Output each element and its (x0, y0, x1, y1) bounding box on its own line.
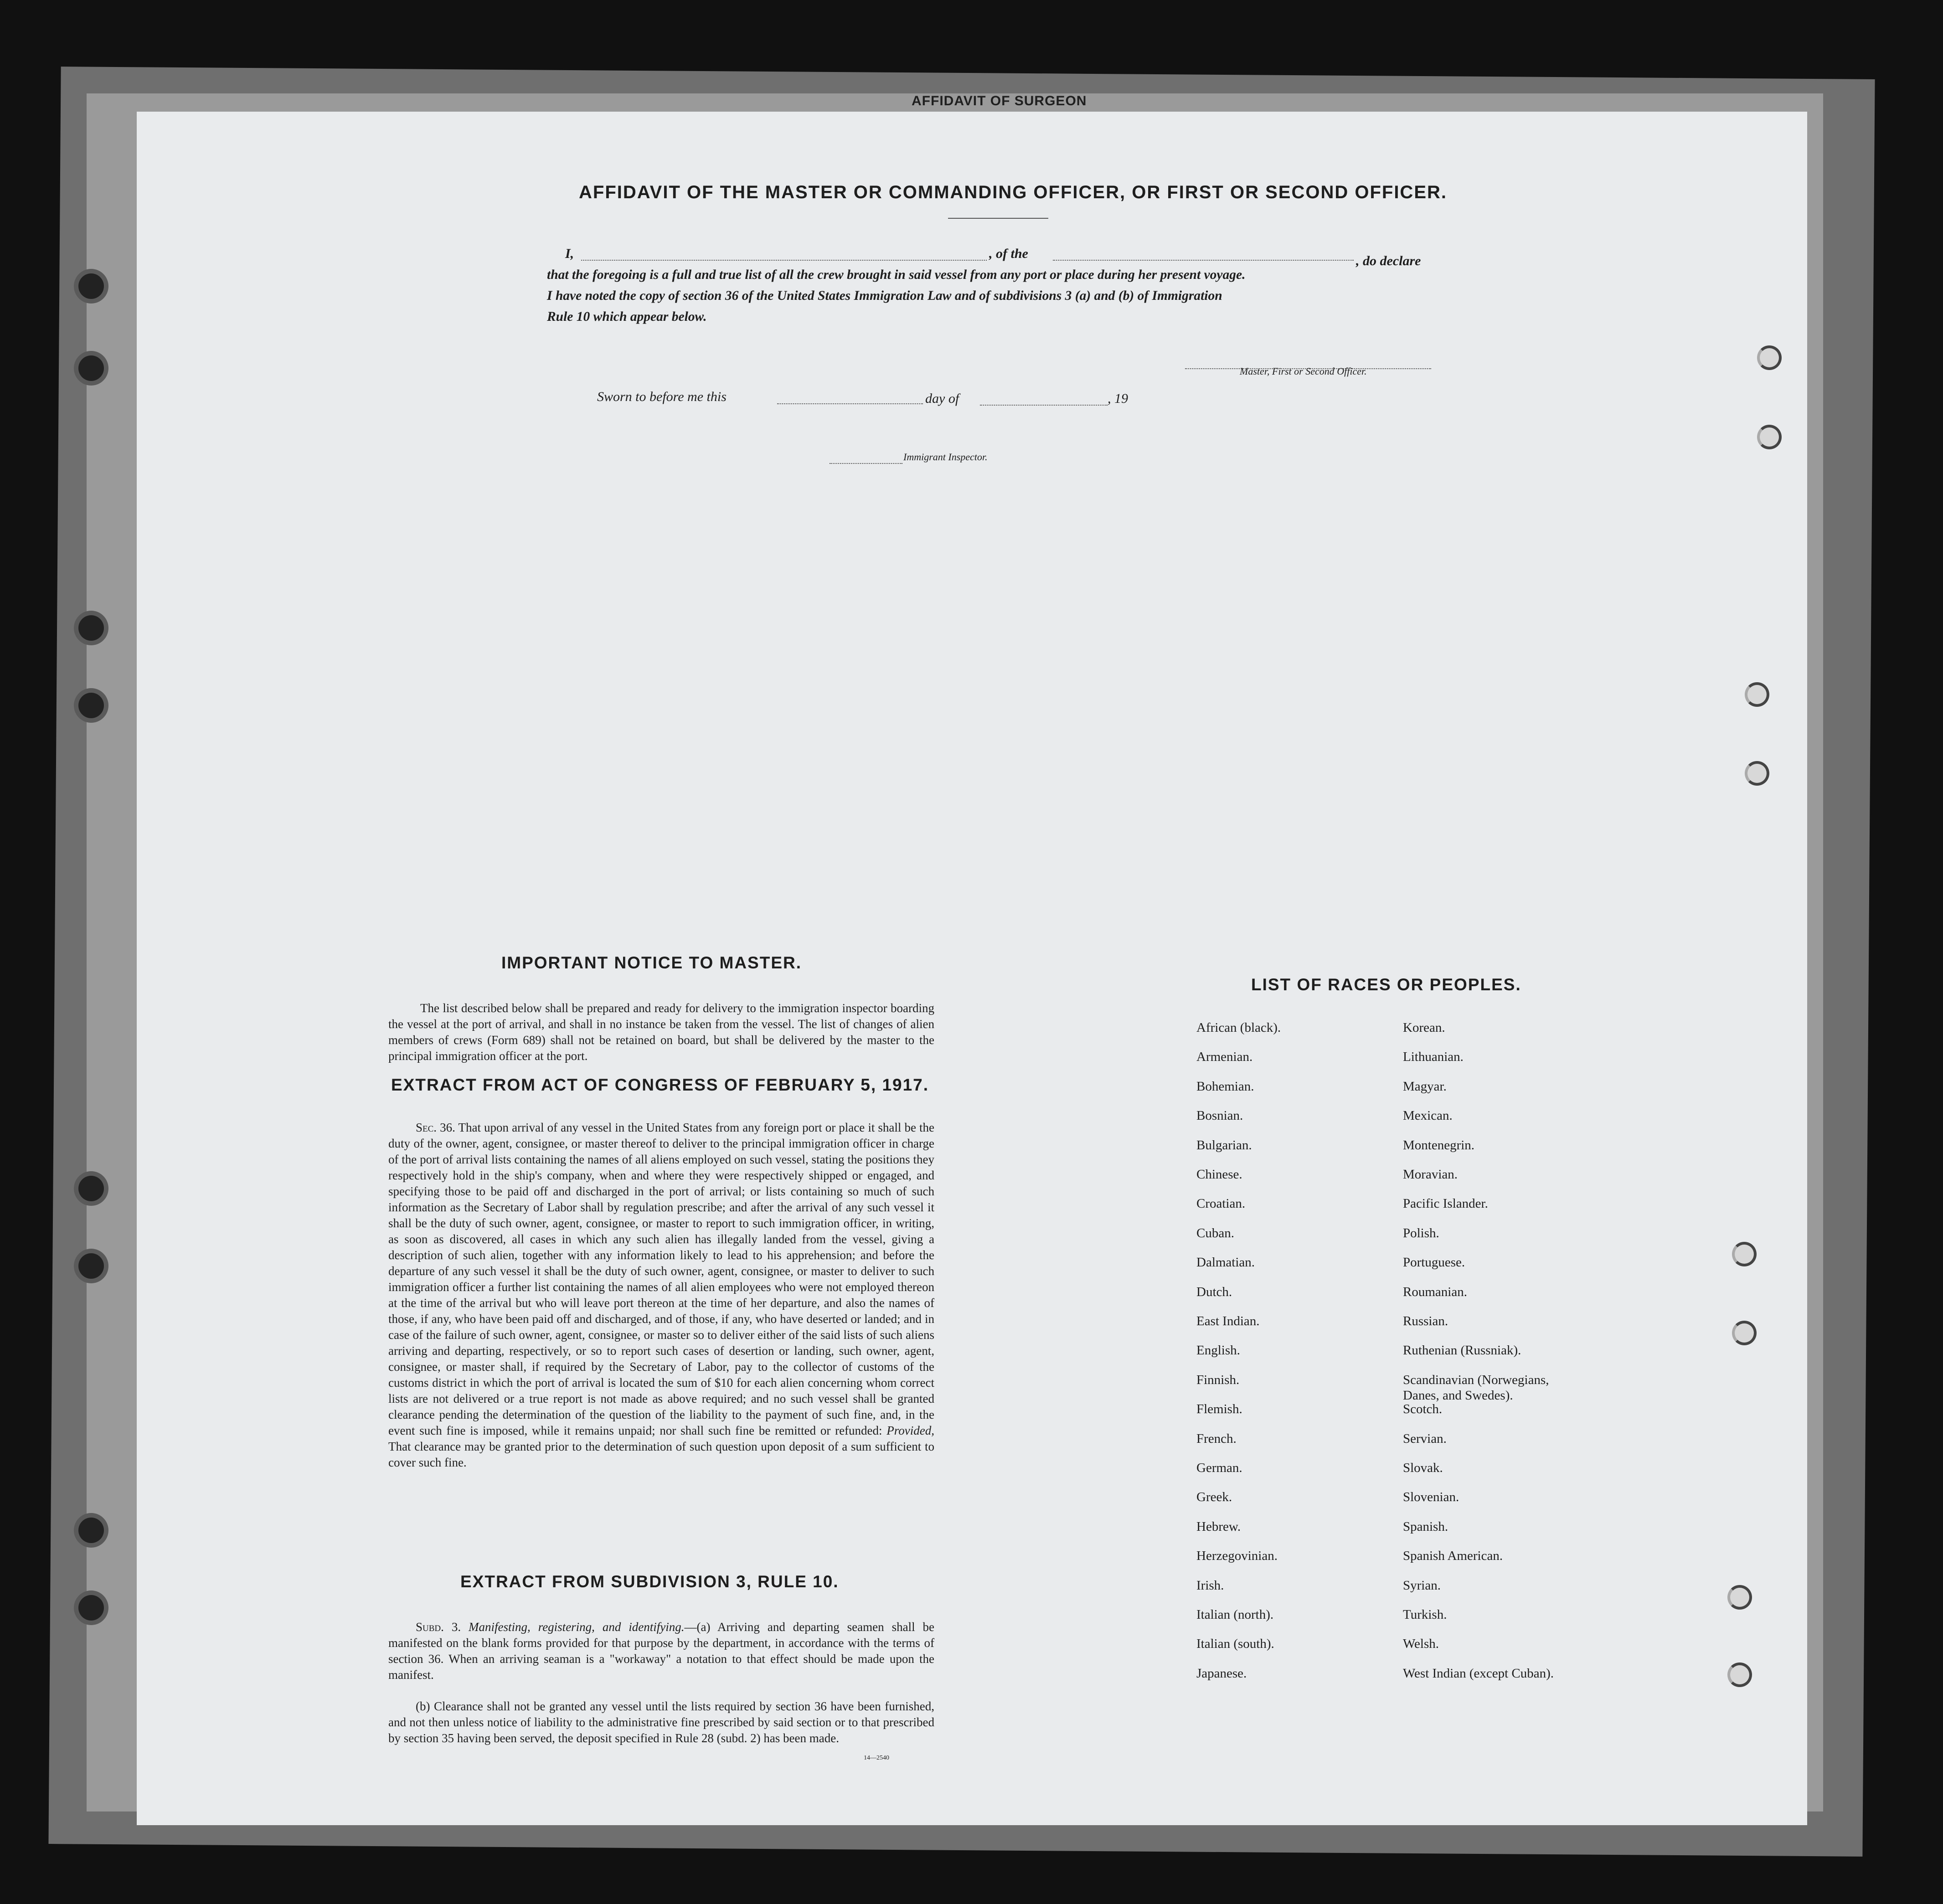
binder-ring (1757, 425, 1782, 449)
binder-hole (78, 1518, 104, 1543)
binder-hole (78, 693, 104, 718)
binder-hole (78, 355, 104, 381)
race-item: Irish. (1196, 1578, 1224, 1593)
declaration-line-1: that the foregoing is a full and true list of all the crew brought in said vessel from any port or place during her present voyage. (547, 268, 1246, 282)
race-item: Finnish. (1196, 1372, 1240, 1387)
vessel-line (1053, 260, 1354, 261)
race-item: Armenian. (1196, 1050, 1253, 1065)
race-item: Pacific Islander. (1403, 1196, 1488, 1211)
race-item: German. (1196, 1461, 1242, 1475)
race-item: Servian. (1403, 1431, 1447, 1446)
document-page (137, 112, 1807, 1825)
race-item: Italian (south). (1196, 1636, 1274, 1652)
race-item: Hebrew. (1196, 1519, 1241, 1534)
binder-ring (1732, 1242, 1757, 1266)
race-item: Bohemian. (1196, 1079, 1254, 1094)
binder-hole (78, 1595, 104, 1621)
race-item: Syrian. (1403, 1578, 1441, 1593)
race-item: Scotch. (1403, 1402, 1443, 1417)
race-item: Magyar. (1403, 1079, 1447, 1094)
race-item: Korean. (1403, 1020, 1445, 1035)
binder-ring (1727, 1662, 1752, 1687)
race-item: French. (1196, 1431, 1237, 1446)
race-item: English. (1196, 1343, 1240, 1358)
binder-hole (78, 1176, 104, 1201)
race-item: Dutch. (1196, 1284, 1232, 1299)
race-item: Japanese. (1196, 1666, 1247, 1681)
rule-paragraph-b: (b) Clearance shall not be granted any vessel until the lists required by section 36 have been furnished, and not then unless notice of liability to the administrative fine prescribed by said section or to that prescribed by section 35 having been served, the deposit specified in Rule 28 (subd. 2) has been made. (388, 1699, 934, 1745)
race-item: Slovak. (1403, 1461, 1443, 1475)
act-extract-body (388, 1120, 934, 1471)
binder-ring (1745, 761, 1769, 786)
race-item: Ruthenian (Russniak). (1403, 1343, 1521, 1358)
inspector-caption: Immigrant Inspector. (903, 451, 988, 463)
races-title: LIST OF RACES OR PEOPLES. (1251, 975, 1521, 994)
form-number: 14—2540 (864, 1755, 889, 1761)
year-label: , 19 (1108, 391, 1128, 406)
race-item: Slovenian. (1403, 1490, 1459, 1505)
race-item: Portuguese. (1403, 1255, 1465, 1270)
sworn-month-line (980, 405, 1108, 406)
binder-hole (78, 273, 104, 299)
notice-title: IMPORTANT NOTICE TO MASTER. (501, 953, 802, 972)
race-item: Bulgarian. (1196, 1137, 1252, 1153)
race-item: East Indian. (1196, 1314, 1260, 1328)
race-item: Polish. (1403, 1225, 1439, 1240)
affidavit-title: AFFIDAVIT OF THE MASTER OR COMMANDING OFFICER, OR FIRST OR SECOND OFFICER. (579, 182, 1447, 202)
race-item: Cuban. (1196, 1225, 1234, 1240)
rule-paragraph-a (388, 1619, 934, 1683)
binder-hole (78, 615, 104, 641)
race-item: Turkish. (1403, 1607, 1447, 1622)
act-extract-title: EXTRACT FROM ACT OF CONGRESS OF FEBRUARY 5, 1917. (391, 1076, 929, 1094)
subd-label: Subd. 3. (416, 1620, 461, 1634)
inspector-line (830, 463, 902, 464)
act-extract-text-end: That clearance may be granted prior to the determination of such question upon deposit of a sum sufficient to cover such fine. (388, 1440, 934, 1469)
race-item: Welsh. (1403, 1636, 1439, 1652)
race-item: Italian (north). (1196, 1607, 1274, 1622)
race-item: Flemish. (1196, 1402, 1242, 1417)
race-item: Scandinavian (Norwegians, Danes, and Swedes). (1403, 1372, 1549, 1403)
race-item: Herzegovinian. (1196, 1549, 1278, 1564)
provided-word: Provided, (886, 1424, 935, 1437)
race-item: Bosnian. (1196, 1108, 1243, 1123)
do-declare-label: , do declare (1356, 253, 1421, 268)
of-the-label: , of the (989, 246, 1028, 261)
binder-ring (1732, 1321, 1757, 1345)
race-item: Greek. (1196, 1490, 1232, 1505)
race-item: African (black). (1196, 1020, 1281, 1035)
declaration-line-2: I have noted the copy of section 36 of the United States Immigration Law and of subdivisions 3 (a) and (b) of Immigration (547, 288, 1222, 303)
top-strip-title: AFFIDAVIT OF SURGEON (912, 93, 1087, 108)
subd-heading: Manifesting, registering, and identifying. (469, 1620, 685, 1634)
i-label: I, (565, 246, 574, 261)
signer-caption: Master, First or Second Officer. (1240, 365, 1367, 377)
binder-ring (1757, 345, 1782, 370)
race-item: Roumanian. (1403, 1284, 1467, 1299)
race-item: Spanish. (1403, 1519, 1448, 1534)
title-underline (948, 218, 1048, 219)
race-item: West Indian (except Cuban). (1403, 1666, 1554, 1681)
act-extract-text: That upon arrival of any vessel in the United States from any foreign port or place it shall be the duty of the owner, agent, consignee, or master thereof to deliver to the principal immigration officer in charge of the port of arrival lists containing the names of all aliens employed on such vessel, stating the positions they respectively hold in the ship's company, when and where they were respectively shipped or engaged, and specifying those to be paid off and discharged in the port of arrival; or lists containing so much of such information as the Secretary of Labor shall by regulation prescribe; and after the arrival of any such vessel it shall be the duty of such owner, agent, consignee, or master to report to such immigration officer, in writing, as soon as discovered, all cases in which any such alien has illegally landed from the vessel, giving a description of such alien, together with any information likely to lead to his apprehension; and before the departure of any such vessel it shall be the duty of such owner, agent, consignee, or master to deliver to such immigration officer a further list containing the names of all alien employees who were not employed thereon at the time of the arrival but who will leave port thereon at the time of her departure, and also the names of those, if any, who have been paid off and discharged, and of those, if any, who have deserted or landed; and in case of the failure of such owner, agent, consignee, or master so to deliver either of the said lists of such aliens arriving and departing, respectively, or so to report such cases of desertion or landing, such owner, agent, consignee, or master shall, if required by the Secretary of Labor, pay to the collector of customs of the customs district in which the port of arrival is located the sum of $10 for each alien concerning whom correct lists are not delivered or a true report is not made as above required; and no such vessel shall be granted clearance pending the determination of the question of the liability to the payment of such fine, and, in the event such fine is imposed, while it remains unpaid; nor shall such fine be remitted or refunded: (388, 1121, 935, 1437)
sec-label: Sec. 36. (416, 1121, 455, 1134)
race-item: Montenegrin. (1403, 1137, 1475, 1153)
race-item: Russian. (1403, 1314, 1448, 1328)
sworn-label: Sworn to before me this (597, 389, 727, 404)
paragraph-a-text: —(a) Arriving and departing seamen shall be manifested on the blank forms provided for that purpose by the department, in accordance with the terms of section 36. When an arriving seaman is a "workaway" a notation to that effect should be made upon the manifest. (388, 1620, 934, 1682)
binder-hole (78, 1253, 104, 1279)
race-item: Mexican. (1403, 1108, 1453, 1123)
race-item: Croatian. (1196, 1196, 1246, 1211)
race-item: Dalmatian. (1196, 1255, 1255, 1270)
race-item: Lithuanian. (1403, 1050, 1464, 1065)
race-item: Chinese. (1196, 1167, 1242, 1182)
binder-ring (1745, 682, 1769, 707)
declaration-line-3: Rule 10 which appear below. (547, 309, 707, 324)
sworn-day-line (777, 403, 923, 404)
race-item: Spanish American. (1403, 1549, 1503, 1564)
day-of-label: day of (925, 391, 959, 406)
binder-ring (1727, 1585, 1752, 1610)
notice-text: The list described below shall be prepared and ready for delivery to the immigration inspector boarding the vessel at the port of arrival, and shall in no instance be taken from the vessel. The list of changes of alien members of crews (Form 689) shall not be retained on board, but shall be delivered by the master to the principal immigration officer at the port. (388, 1001, 934, 1063)
rule-extract-title: EXTRACT FROM SUBDIVISION 3, RULE 10. (460, 1572, 839, 1591)
name-line (581, 260, 987, 261)
race-item: Moravian. (1403, 1167, 1458, 1182)
